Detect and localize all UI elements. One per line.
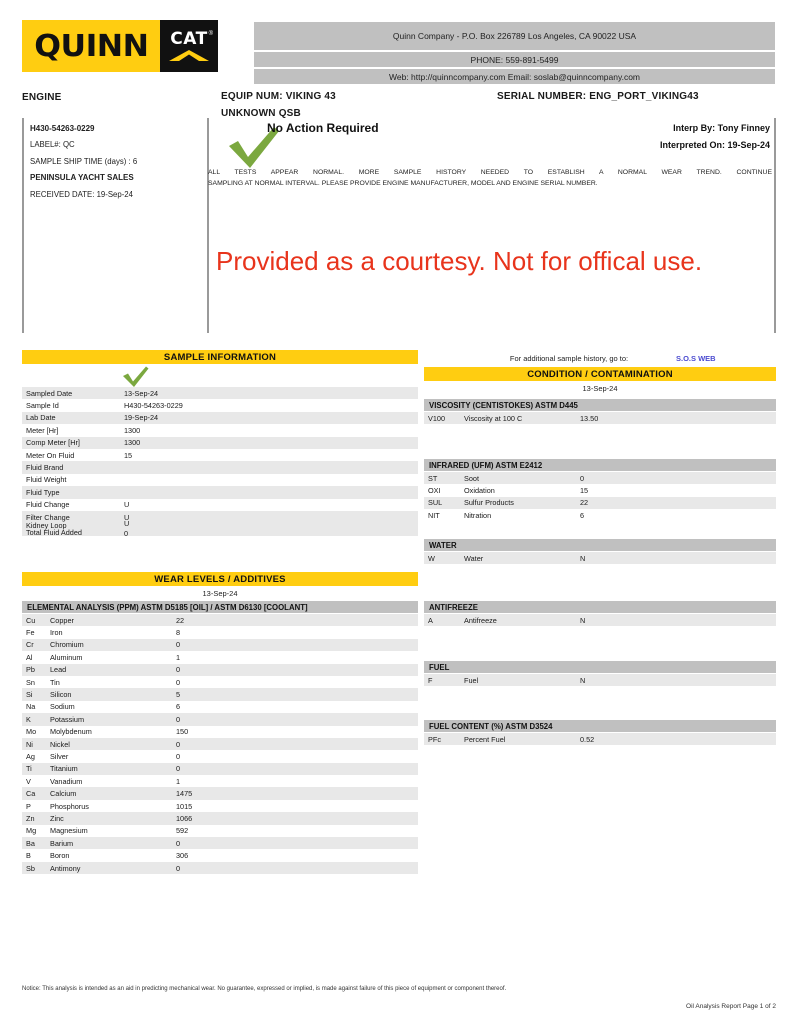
table-row [22,412,418,424]
table-row [424,733,776,745]
row-abbr: Na [26,702,36,712]
row-value: 0 [176,764,181,774]
table-row [22,461,418,473]
row-label: Calcium [50,789,77,799]
table-row [22,812,418,824]
table-row [22,713,418,725]
table-row [424,412,776,424]
cat-wordmark: CAT [170,29,208,49]
row-value: U [124,512,130,522]
row-label: Sulfur Products [464,498,514,508]
row-value: 22 [580,498,589,508]
table-row [22,676,418,688]
row-abbr: OXI [428,486,441,496]
row-value: 0 [176,863,181,873]
row-value: 1300 [124,425,141,435]
viscosity-subheader: VISCOSITY (CENTISTOKES) ASTM D445 [424,399,776,411]
row-abbr: Sb [26,863,35,873]
row-value: 13-Sep-24 [124,388,159,398]
row-abbr: Si [26,690,33,700]
sample-checkmark-icon [122,366,150,388]
antifreeze-subheader: ANTIFREEZE [424,601,776,613]
row-abbr: Ni [26,739,33,749]
row-abbr: Cu [26,615,36,625]
customer-name-text: PENINSULA YACHT SALES [30,173,134,182]
row-value: 0 [176,714,181,724]
table-row-stacked [22,519,418,539]
row-label: Lead [50,665,67,675]
row-label: Copper [50,615,74,625]
antifreeze-table [424,614,776,626]
row-label: Soot [464,473,480,483]
footer-report-label: Oil Analysis Report Page 1 of 2 [686,1003,776,1010]
table-row [424,472,776,484]
ship-time-text: SAMPLE SHIP TIME (days) : 6 [30,157,138,166]
row-label: Molybdenum [50,727,92,737]
company-phone-bar: PHONE: 559-891-5499 [254,52,775,67]
row-value: 1 [176,652,181,662]
condition-contamination-header: CONDITION / CONTAMINATION [424,367,776,381]
row-value: 306 [176,851,189,861]
row-value: N [580,675,586,685]
row-label: Sample Id [26,401,59,411]
label-number-text: LABEL#: QC [30,140,75,149]
table-row [22,775,418,787]
table-row [424,497,776,509]
row-abbr: B [26,851,31,861]
cat-logo-block [160,20,218,72]
row-abbr: W [428,553,435,563]
row-label: Meter [Hr] [26,425,59,435]
table-row [22,763,418,775]
row-label: Potassium [50,714,85,724]
total-fluid-added-value: 0 [124,529,129,539]
registered-mark-icon: ® [208,31,213,37]
row-abbr: Cr [26,640,34,650]
row-label: Water [464,553,484,563]
fuel-content-table [424,733,776,745]
sample-information-table [22,387,418,539]
row-label: Silicon [50,690,72,700]
table-row [22,862,418,874]
divider-left [22,118,24,333]
row-value: N [580,553,586,563]
row-label: Nickel [50,739,70,749]
table-row [22,639,418,651]
quinn-wordmark: QUINN [33,28,149,64]
row-label: Comp Meter [Hr] [26,438,80,448]
row-value: 592 [176,826,189,836]
row-label: Iron [50,628,63,638]
row-value: 15 [580,486,589,496]
notice-line-1: ALL TESTS APPEAR NORMAL. MORE SAMPLE HISTORY NEEDED TO ESTABLISH A NORMAL WEAR TREND. CONTINUE [208,169,772,176]
table-row [22,387,418,399]
row-abbr: Fe [26,628,35,638]
interpreted-on: Interpreted On: 19-Sep-24 [659,140,770,150]
row-label: Viscosity at 100 C [464,413,523,423]
row-value: 150 [176,727,189,737]
row-label: Fluid Change [26,500,70,510]
row-label: Sodium [50,702,75,712]
row-abbr: Ca [26,789,36,799]
row-label: Phosphorus [50,801,89,811]
table-row [22,399,418,411]
water-table [424,552,776,564]
row-label: Silver [50,751,69,761]
row-label: Fluid Brand [26,463,64,473]
water-subheader: WATER [424,539,776,551]
table-row [22,474,418,486]
sample-id-text: H430-54263-0229 [30,124,95,133]
row-label: Antimony [50,863,81,873]
row-label: Boron [50,851,70,861]
sos-prompt: For additional sample history, go to: [509,354,629,363]
row-label: Titanium [50,764,78,774]
row-value: 0 [176,677,181,687]
infrared-table [424,472,776,522]
table-row [424,484,776,496]
row-abbr: Pb [26,665,35,675]
row-label: Tin [50,677,60,687]
status-verdict: No Action Required [267,121,379,135]
row-value: 1015 [176,801,193,811]
row-abbr: Ag [26,751,35,761]
table-row [22,849,418,861]
elemental-analysis-table [22,614,418,874]
row-abbr: Ti [26,764,32,774]
fuel-content-subheader: FUEL CONTENT (%) ASTM D3524 [424,720,776,732]
table-row [22,437,418,449]
row-value: 8 [176,628,181,638]
table-row [22,511,418,523]
table-row [22,614,418,626]
row-value: 6 [176,702,181,712]
row-abbr: Sn [26,677,35,687]
row-value: 1 [176,776,181,786]
row-value: 6 [580,510,585,520]
row-label: Fluid Type [26,487,60,497]
table-row [22,800,418,812]
row-label: Aluminum [50,652,83,662]
row-abbr: Mg [26,826,37,836]
row-value: 13.50 [580,413,599,423]
row-label: Vanadium [50,776,83,786]
row-label: Fluid Weight [26,475,67,485]
table-row [424,614,776,626]
row-abbr: Ba [26,838,35,848]
notice-line-2: SAMPLING AT NORMAL INTERVAL. PLEASE PROVIDE ENGINE MANUFACTURER, MODEL AND ENGINE SERIAL NUMBER. [208,179,598,187]
courtesy-watermark: Provided as a courtesy. Not for offical use. [216,246,703,276]
kidney-loop-label: Kidney Loop [26,521,67,531]
row-label: Lab Date [26,413,56,423]
row-abbr: P [26,801,31,811]
row-abbr: F [428,675,433,685]
fuel-table [424,674,776,686]
table-row [22,837,418,849]
divider-right [774,118,776,333]
table-row [22,424,418,436]
fuel-subheader: FUEL [424,661,776,673]
table-row [22,449,418,461]
divider-middle [207,118,209,333]
row-value: 22 [176,615,185,625]
row-value: H430-54263-0229 [124,401,183,411]
infrared-subheader: INFRARED (UFM) ASTM E2412 [424,459,776,471]
received-date-text: RECEIVED DATE: 19-Sep-24 [30,190,133,199]
total-fluid-added-label: Total Fluid Added [26,528,82,538]
row-abbr: SUL [428,498,443,508]
viscosity-table [424,412,776,424]
row-abbr: A [428,615,433,625]
row-value: N [580,615,586,625]
row-abbr: NIT [428,510,440,520]
row-value: 0 [176,838,181,848]
sample-information-header: SAMPLE INFORMATION [22,350,418,364]
condition-date: 13-Sep-24 [582,384,618,393]
row-label: Antifreeze [464,615,497,625]
wear-levels-header: WEAR LEVELS / ADDITIVES [22,572,418,586]
row-value: 0 [176,739,181,749]
table-row [22,664,418,676]
table-row [22,738,418,750]
row-abbr: Al [26,652,33,662]
wear-date: 13-Sep-24 [202,589,238,598]
model-name: UNKNOWN QSB [221,108,301,119]
row-value: 1300 [124,438,141,448]
row-label: Filter Change [26,512,70,522]
row-label: Magnesium [50,826,88,836]
company-web-bar: Web: http://quinncompany.com Email: soslab@quinncompany.com [254,69,775,84]
row-label: Oxidation [464,486,495,496]
table-row [424,552,776,564]
row-value: 15 [124,450,133,460]
row-label: Fuel [464,675,479,685]
table-row [22,626,418,638]
interpretation-notice [208,168,772,189]
row-value: 0 [176,640,181,650]
row-label: Nitration [464,510,492,520]
table-row [22,787,418,799]
row-label: Chromium [50,640,84,650]
row-value: 19-Sep-24 [124,413,159,423]
row-value: 0 [176,751,181,761]
row-label: Meter On Fluid [26,450,75,460]
row-label: Percent Fuel [464,734,506,744]
row-value: 5 [176,690,181,700]
elemental-analysis-subheader: ELEMENTAL ANALYSIS (PPM) ASTM D5185 [OIL] / ASTM D6130 [COOLANT] [22,601,418,613]
row-abbr: Mo [26,727,37,737]
serial-number: SERIAL NUMBER: ENG_PORT_VIKING43 [497,91,699,102]
row-abbr: K [26,714,31,724]
table-row [22,726,418,738]
quinn-cat-logo [22,20,218,72]
row-label: Sampled Date [26,388,73,398]
sos-web-link[interactable]: S.O.S WEB [676,354,716,363]
table-row [22,701,418,713]
table-row [424,674,776,686]
table-row [22,499,418,511]
table-row [22,750,418,762]
kidney-loop-value: U [124,519,130,529]
row-value: 1475 [176,789,193,799]
interpreted-by: Interp By: Tony Finney [673,123,770,133]
row-label: Barium [50,838,74,848]
row-label: Zinc [50,813,64,823]
row-abbr: V [26,776,31,786]
row-value: 0 [176,665,181,675]
row-value: U [124,500,130,510]
table-row [22,688,418,700]
footer-notice: Notice: This analysis is intended as an aid in predicting mechanical wear. No guarantee, expressed or implied, is made against failure of this piece of equipment or component thereof. [22,986,507,992]
row-value: 0.52 [580,734,595,744]
table-row [22,486,418,498]
table-row [424,509,776,521]
cat-triangle-icon [169,50,209,61]
table-row [22,825,418,837]
row-value: 1066 [176,813,193,823]
quinn-logo-block [22,20,160,72]
row-abbr: Zn [26,813,35,823]
row-abbr: ST [428,473,438,483]
equipment-number: EQUIP NUM: VIKING 43 [221,91,336,102]
row-abbr: PFc [428,734,441,744]
compartment-title: ENGINE [22,92,62,103]
table-row [22,651,418,663]
row-abbr: V100 [428,413,446,423]
row-value: 0 [580,473,585,483]
company-address-bar: Quinn Company - P.O. Box 226789 Los Angeles, CA 90022 USA [254,22,775,50]
